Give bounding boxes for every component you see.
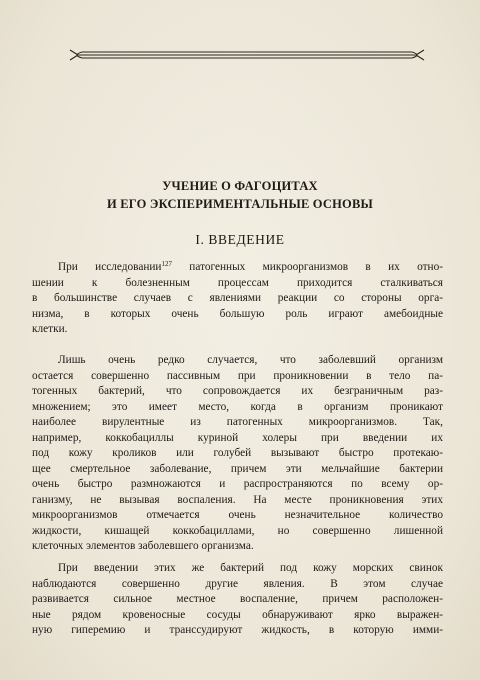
text-line: в большинстве случаев с явлениями реакции со стороны орга- (32, 292, 443, 304)
section-heading: I. ВВЕДЕНИЕ (195, 232, 285, 247)
chapter-title-line-2: И ЕГО ЭКСПЕРИМЕНТАЛЬНЫЕ ОСНОВЫ (107, 197, 373, 211)
text-line: Лишь очень редко случается, что заболевший организм (58, 354, 443, 366)
text-line: ные рядом кровеносные сосуды обнаруживают ярко выражен- (32, 608, 443, 621)
text-line: ную гиперемию и транссудируют жидкость, в которую имми- (32, 624, 443, 636)
text-line: под кожу кроликов или голубей вызывают быстро протекаю- (32, 447, 443, 459)
text-line: наиболее вирулентные из патогенных микроорганизмов. Так, (32, 416, 443, 428)
paragraph-3 (32, 561, 443, 639)
text-line: При исследовании$^{127}$ патогенных микроорганизмов в их отно- (58, 260, 443, 273)
footnote-ref: 127 (161, 260, 172, 268)
text-line: щее смертельное заболевание, причем эти мельчайшие бактерии (32, 462, 443, 475)
text-line: например, коккобациллы куриной холеры при введении их (32, 431, 443, 444)
text-line: клеточных элементов заболевшего организма. (32, 540, 254, 552)
text-line: развивается сильное местное воспаление, причем расположен- (32, 593, 443, 605)
paragraph-1 (32, 260, 443, 338)
text-line: множением; это имеет место, когда в организм проникают (32, 400, 443, 413)
chapter-title-line-1: УЧЕНИЕ О ФАГОЦИТАХ (162, 179, 318, 193)
text-line: тогенных бактерий, что сопровождается их безграничным раз- (32, 385, 443, 397)
text-line: жидкости, кишащей коккобациллами, но совершенно лишенной (32, 524, 443, 537)
text-line: шении к болезненным процессам приходится сталкиваться (32, 276, 443, 289)
decorative-rule-ornament (68, 44, 426, 66)
paragraph-2 (32, 353, 443, 555)
text-line: очень быстро размножаются и распространяются по всему ор- (32, 478, 443, 490)
text-line: остается совершенно пассивным при проникновении в тело па- (32, 369, 443, 382)
text-line: микроорганизмов отмечается очень незначительное количество (32, 509, 443, 521)
text-line: низма, в которых очень большую роль играют амебоидные (32, 307, 443, 320)
text-line: наблюдаются совершенно другие явления. В этом случае (32, 577, 443, 590)
text-line: При введении этих же бактерий под кожу морских свинок (58, 562, 443, 574)
text-line: ганизму, не вызывая воспаления. На месте проникновения этих (32, 493, 443, 506)
text-line: клетки. (32, 323, 68, 335)
